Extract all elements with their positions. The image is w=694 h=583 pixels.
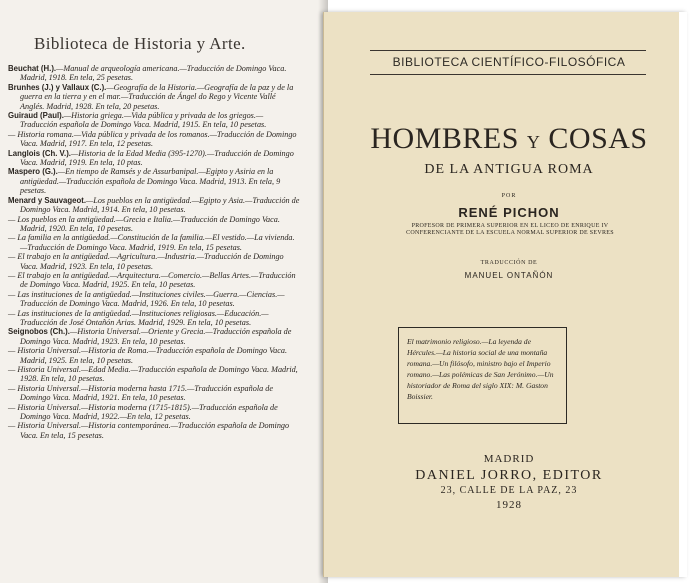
entry-text: — El trabajo en la antigüedad.—Arquitectura.—Comercio.—Bellas Artes.—Traducción de Domingo Vaca. Madrid, 1925. En tela, 10 pesetas. <box>8 270 296 290</box>
publisher-address: 23, CALLE DE LA PAZ, 23 <box>440 485 578 496</box>
catalog-entry <box>8 233 300 252</box>
catalog-entry <box>8 167 300 195</box>
catalog-entry <box>8 83 300 111</box>
entry-author: Seignobos (Ch.). <box>8 327 70 337</box>
entry-author: Guiraud (Paul). <box>8 111 64 121</box>
publication-year: 1928 <box>496 499 522 511</box>
translation-label: TRADUCCIÓN DE <box>480 260 538 266</box>
entry-text: — Historia Universal.—Edad Media.—Traducción española de Domingo Vaca. Madrid, 1928. En tela, 10 pesetas. <box>8 365 298 384</box>
entry-author: Langlois (Ch. V.). <box>8 148 71 158</box>
left-page-catalog <box>0 0 328 583</box>
catalog-title: Biblioteca de Historia y Arte. <box>34 34 246 53</box>
title-conjunction: Y <box>526 132 541 152</box>
top-rule <box>370 50 646 51</box>
entry-text: — El trabajo en la antigüedad.—Agricultura.—Industria.—Traducción de Domingo Vaca. Madrid, 1923. En tela, 10 pesetas. <box>8 252 284 271</box>
entry-text: — Las instituciones de la antigüedad.—Instituciones civiles.—Guerra.—Ciencias.—Traducción de Domingo Vaca. Madrid, 1926. En tela, 10 pesetas. <box>8 289 285 309</box>
entry-text: — La familia en la antigüedad.—Constitución de la familia.—El vestido.—La vivienda.—Traducción de Domingo Vaca. Madrid, 1919. En tela, 15 pesetas. <box>8 233 295 252</box>
imprint-city: MADRID <box>483 453 535 465</box>
entry-text: — Los pueblos en la antigüedad.—Grecia e Italia.—Traducción de Domingo Vaca. Madrid, 1920. En tela, 10 pesetas. <box>8 214 280 233</box>
publisher-name: DANIEL JORRO, EDITOR <box>415 468 603 483</box>
catalog-entry <box>8 130 300 149</box>
series-name: BIBLIOTECA CIENTÍFICO-FILOSÓFICA <box>392 55 626 69</box>
catalog-entry <box>8 196 300 215</box>
catalog-entry <box>8 309 300 328</box>
entry-author: Menard y Sauvageot. <box>8 195 86 205</box>
entry-text: —Historia Universal.—Oriente y Grecia.—Traducción española de Domingo Vaca. Madrid, 1923. En tela, 10 pesetas. <box>20 327 292 346</box>
series-rule <box>370 74 646 75</box>
catalog-entry <box>8 346 300 365</box>
catalog-entry <box>8 215 300 234</box>
title-part-2: COSAS <box>548 122 648 155</box>
entry-author: Beuchat (H.). <box>8 64 57 73</box>
catalog-entry <box>8 327 300 346</box>
catalog-entry <box>8 421 300 440</box>
entry-text: — Historia romana.—Vida pública y privada de los romanos.—Traducción de Domingo Vaca. Madrid, 1917. En tela, 12 pesetas. <box>8 129 297 149</box>
entry-text: — Historia Universal.—Historia moderna hasta 1715.—Traducción española de Domingo Vaca. Madrid, 1921. En tela, 10 pesetas. <box>8 383 273 403</box>
catalog-entries <box>8 64 300 440</box>
contents-box: El matrimonio religioso.—La leyenda de Hércules.—La historia social de una montaña romana.—Un filósofo, ministro bajo el Imperio romano.—Las polémicas de San Jerónimo.—Un historiador de Roma del siglo XIX: M. Gaston Boissier. <box>398 327 567 424</box>
catalog-entry <box>8 252 300 271</box>
entry-text: — Historia Universal.—Historia de Roma.—Traducción española de Domingo Vaca. Madrid, 1925. En tela, 10 pesetas. <box>8 346 288 365</box>
book-cover <box>323 12 687 577</box>
translator-name: MANUEL ONTAÑÓN <box>464 271 554 280</box>
by-label: POR <box>501 193 517 199</box>
catalog-entry <box>8 403 300 422</box>
cover-edge <box>679 12 687 577</box>
catalog-entry <box>8 365 300 384</box>
catalog-entry <box>8 64 300 83</box>
entry-text: —Manual de arqueología americana.—Traducción de Domingo Vaca. Madrid, 1918. En tela, 25 pesetas. <box>20 64 287 83</box>
entry-text: — Las instituciones de la antigüedad.—Instituciones religiosas.—Educación.—Traducción de José Ontañón Arias. Madrid, 1929. En tela, 10 pesetas. <box>8 308 269 327</box>
entry-text: — Historia Universal.—Historia contemporánea.—Traducción española de Domingo Vaca. En tela, 15 pesetas. <box>8 421 290 440</box>
author-name: RENÉ PICHON <box>458 205 560 220</box>
catalog-entry <box>8 271 300 290</box>
entry-text: —Los pueblos en la antigüedad.—Egipto y Asia.—Traducción de Domingo Vaca. Madrid, 1914. En tela, 10 pesetas. <box>20 195 300 215</box>
entry-author: Brunhes (J.) y Vallaux (C.). <box>8 82 107 92</box>
catalog-entry <box>8 384 300 403</box>
entry-text: — Historia Universal.—Historia moderna (1715-1815).—Traducción española de Domingo Vaca. Madrid, 1922.—En tela, 12 pesetas. <box>8 402 278 422</box>
entry-author: Maspero (G.). <box>8 167 58 177</box>
catalog-entry <box>8 149 300 168</box>
entry-text: —Geografía de la Historia.—Geografía de la paz y de la guerra en la tierra y en el mar.—Traducción de Ángel do Rego y Vicente Vallé Anglés. Madrid, 1928. En tela, 20 pesetas. <box>20 82 294 111</box>
entry-text: —En tiempo de Ramsés y de Assurbanipal.—Egipto y Asiria en la antigüedad.—Traducción española de Domingo Vaca. Madrid, 1913. En tela, 9 pesetas. <box>20 167 281 196</box>
entry-text: —Historia de la Edad Media (395-1270).—Traducción de Domingo Vaca. Madrid, 1919. En tela, 10 ptas. <box>20 148 294 168</box>
catalog-entry <box>8 111 300 130</box>
title-part-1: HOMBRES <box>370 122 519 155</box>
catalog-entry <box>8 290 300 309</box>
book-title <box>359 122 659 156</box>
author-credentials: PROFESOR DE PRIMERA SUPERIOR EN EL LICEO DE ENRIQUE IV CONFERENCIANTE DE LA ESCUELA NORMAL SUPERIOR DE SEVRES <box>406 223 614 237</box>
book-subtitle: DE LA ANTIGUA ROMA <box>424 162 594 177</box>
entry-text: —Historia griega.—Vida pública y privada de los griegos.—Traducción española de Domingo Vaca. Madrid, 1915. En tela, 10 pesetas. <box>20 111 267 130</box>
